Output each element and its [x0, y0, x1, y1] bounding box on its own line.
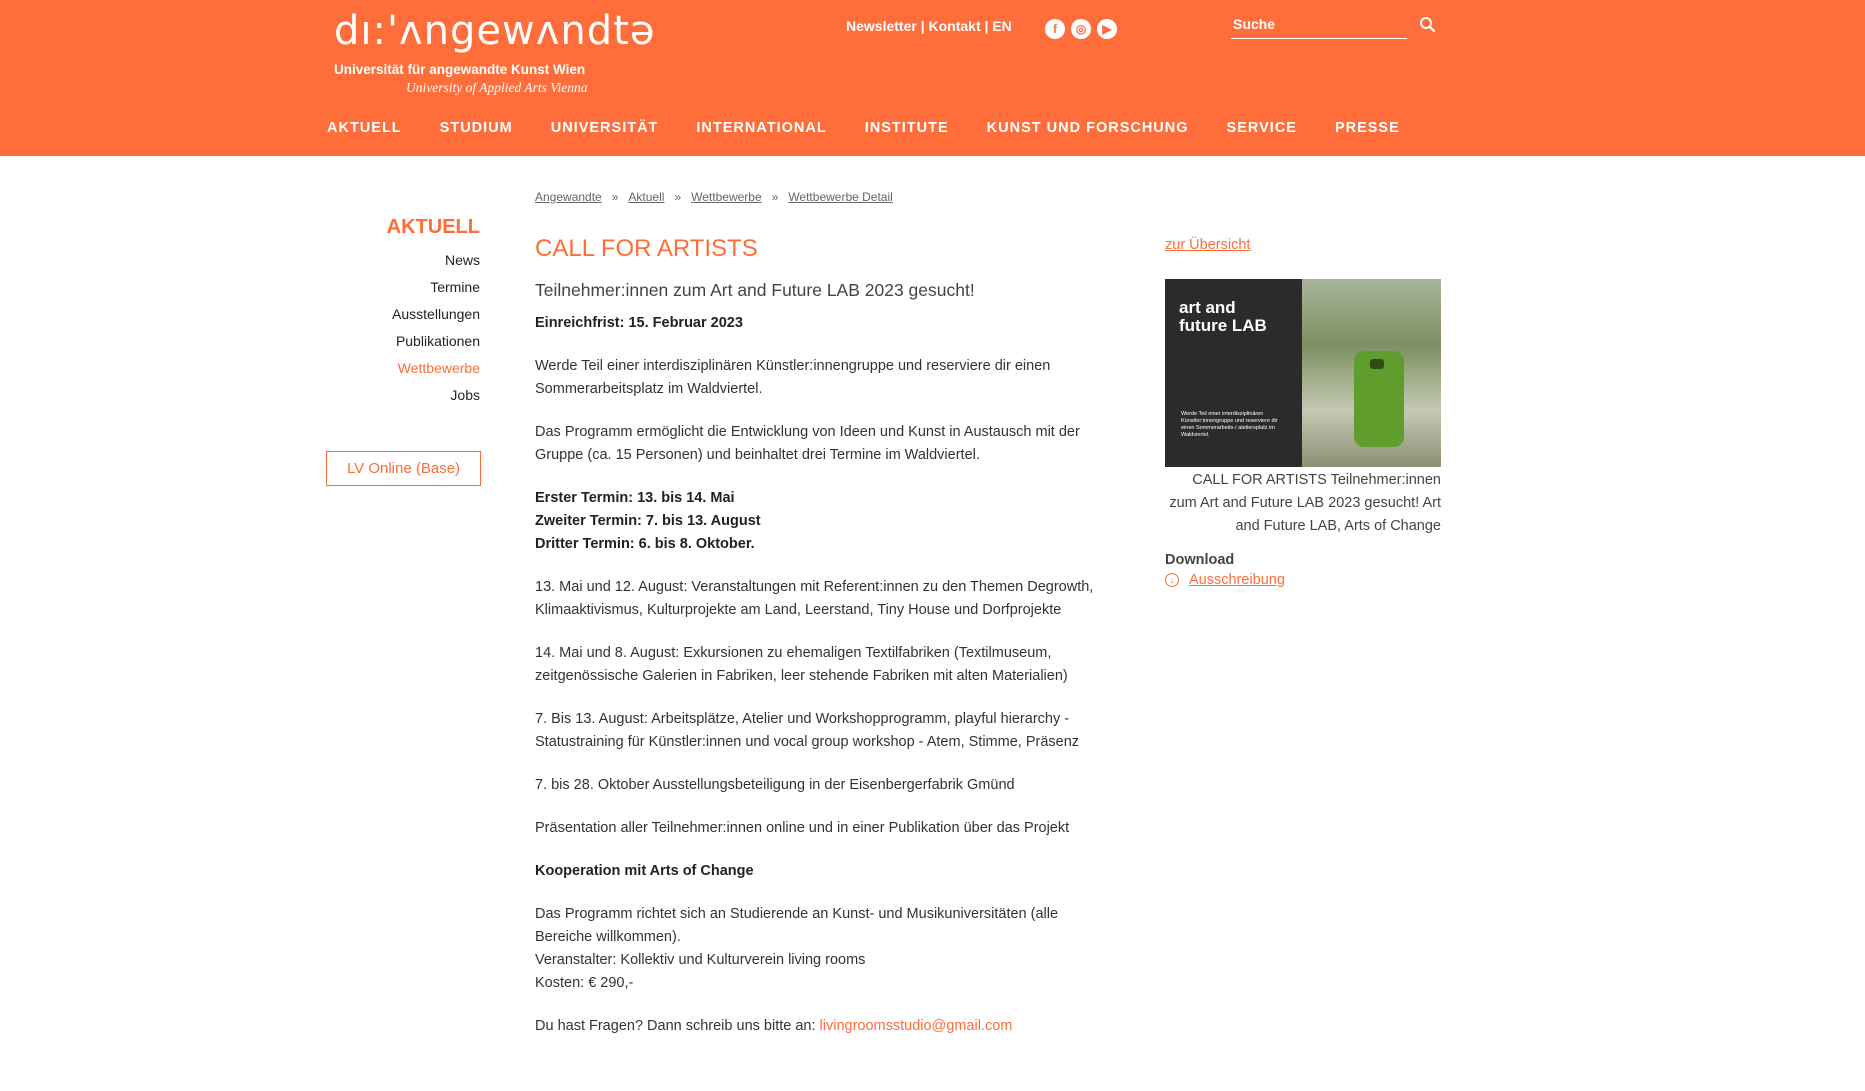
workshop-paragraph: 7. Bis 13. August: Arbeitsplätze, Atelier und Workshopprogramm, playful hierarchy - Statustraining für Künstler:innen und vocal group workshop - Atem, Stimme, Präsenz [535, 711, 1080, 750]
teaser-image[interactable] [1165, 279, 1441, 467]
search-box [1231, 12, 1407, 39]
download-ausschreibung-link[interactable]: Ausschreibung [1189, 572, 1285, 588]
separator: | [916, 18, 929, 34]
breadcrumb-separator: » [611, 190, 619, 204]
nav-presse[interactable]: PRESSE [1334, 120, 1400, 136]
cost-text: Kosten: € 290,- [535, 975, 634, 991]
sidebar-title: AKTUELL [386, 216, 480, 238]
main-content [535, 234, 1105, 1058]
cooperation-heading: Kooperation mit Arts of Change [535, 863, 754, 879]
barrel-cap-shape [1370, 359, 1384, 369]
main-navigation [327, 120, 1438, 136]
download-heading: Download [1165, 552, 1235, 568]
breadcrumb [535, 190, 893, 204]
search-input[interactable] [1231, 12, 1385, 36]
breadcrumb-separator: » [771, 190, 779, 204]
sidebar-item-publikationen[interactable]: Publikationen [395, 333, 480, 349]
excursions-paragraph: 14. Mai und 8. August: Exkursionen zu ehemaligen Textilfabriken (Textilmuseum, zeitgenössische Galerien in Fabriken, leer stehende Fabriken mit alten Materialien) [535, 645, 1068, 684]
top-links [846, 18, 1012, 34]
teaser-photo [1302, 279, 1441, 467]
page-title: CALL FOR ARTISTS [535, 235, 758, 262]
separator: | [980, 18, 993, 34]
lv-online-button[interactable]: LV Online (Base) [326, 451, 481, 486]
logo-subtitle-en: University of Applied Arts Vienna [406, 80, 588, 95]
social-links [1045, 19, 1117, 39]
nav-service[interactable]: SERVICE [1226, 120, 1297, 136]
presentation-paragraph: Präsentation aller Teilnehmer:innen online und in einer Publikation über das Projekt [535, 820, 1070, 836]
organizer-text: Veranstalter: Kollektiv und Kulturverein living rooms [535, 952, 866, 968]
exhibition-paragraph: 7. bis 28. Oktober Ausstellungsbeteiligung in der Eisenbergerfabrik Gmünd [535, 777, 1015, 793]
program-paragraph: Das Programm ermöglicht die Entwicklung von Ideen und Kunst in Austausch mit der Gruppe (ca. 15 Personen) und beinhaltet drei Termine im Waldviertel. [535, 424, 1080, 463]
page-subtitle: Teilnehmer:innen zum Art and Future LAB 2023 gesucht! [535, 280, 975, 300]
sidebar-item-news[interactable]: News [444, 252, 480, 268]
logo-subtitle-de: Universität für angewandte Kunst Wien [334, 62, 586, 77]
university-logo[interactable] [334, 8, 655, 96]
breadcrumb-separator: » [674, 190, 682, 204]
breadcrumb-wettbewerbe-detail[interactable]: Wettbewerbe Detail [788, 190, 893, 204]
teaser-text-panel [1165, 279, 1302, 467]
breadcrumb-aktuell[interactable]: Aktuell [628, 190, 665, 204]
termin-3: Dritter Termin: 6. bis 8. Oktober. [535, 536, 755, 552]
overview-link[interactable]: zur Übersicht [1165, 237, 1251, 253]
target-group-paragraph: Das Programm richtet sich an Studierende an Kunst- und Musikuniversitäten (alle Bereiche willkommen). [535, 906, 1059, 945]
sidebar-item-wettbewerbe[interactable]: Wettbewerbe [397, 360, 480, 376]
image-caption: CALL FOR ARTISTS Teilnehmer:innen zum Art and Future LAB 2023 gesucht! Art and Future LAB, Arts of Change [1169, 472, 1441, 534]
breadcrumb-wettbewerbe[interactable]: Wettbewerbe [691, 190, 762, 204]
newsletter-link[interactable]: Newsletter [846, 18, 917, 34]
contact-email-link[interactable]: livingroomsstudio@gmail.com [819, 1018, 1013, 1034]
facebook-icon[interactable]: f [1045, 19, 1065, 39]
instagram-icon[interactable]: ◎ [1071, 19, 1091, 39]
aside [1165, 236, 1441, 588]
download-icon: ↓ [1165, 573, 1179, 587]
sidebar-item-jobs[interactable]: Jobs [450, 387, 480, 403]
teaser-small-text: Werde Teil einer interdisziplinären Künstler:innengruppe und reserviere dir einen Sommerarbeits-/ ateliersplatz im Waldviertel. [1181, 411, 1278, 438]
logo-wordmark: dı:'ʌngewʌndtə [334, 8, 656, 54]
intro-paragraph: Werde Teil einer interdisziplinären Künstler:innengruppe und reserviere dir einen Sommerarbeitsplatz im Waldviertel. [535, 358, 1051, 397]
nav-aktuell[interactable]: AKTUELL [327, 120, 402, 136]
nav-studium[interactable]: STUDIUM [439, 120, 513, 136]
sidebar-item-termine[interactable]: Termine [430, 279, 480, 295]
sidebar [300, 216, 480, 409]
breadcrumb-angewandte[interactable]: Angewandte [535, 190, 602, 204]
search-icon[interactable] [1418, 15, 1438, 35]
download-item [1165, 572, 1441, 588]
site-header [0, 0, 1865, 156]
contact-text: Du hast Fragen? Dann schreib uns bitte an: [535, 1018, 820, 1034]
language-en-link[interactable]: EN [992, 18, 1012, 34]
youtube-icon[interactable]: ▶ [1097, 19, 1117, 39]
nav-kunst-und-forschung[interactable]: KUNST UND FORSCHUNG [986, 120, 1189, 136]
termin-1: Erster Termin: 13. bis 14. Mai [535, 490, 735, 506]
termin-2: Zweiter Termin: 7. bis 13. August [535, 513, 761, 529]
nav-international[interactable]: INTERNATIONAL [696, 120, 827, 136]
nav-institute[interactable]: INSTITUTE [864, 120, 949, 136]
teaser-title: art and future LAB [1179, 298, 1267, 335]
sidebar-item-ausstellungen[interactable]: Ausstellungen [392, 306, 480, 322]
kontakt-link[interactable]: Kontakt [928, 18, 981, 34]
deadline-text: Einreichfrist: 15. Februar 2023 [535, 315, 743, 331]
events-paragraph: 13. Mai und 12. August: Veranstaltungen mit Referent:innen zu den Themen Degrowth, Klimaaktivismus, Kulturprojekte am Land, Leerstand, Tiny House und Dorfprojekte [535, 579, 1094, 618]
nav-universitaet[interactable]: UNIVERSITÄT [550, 120, 659, 136]
